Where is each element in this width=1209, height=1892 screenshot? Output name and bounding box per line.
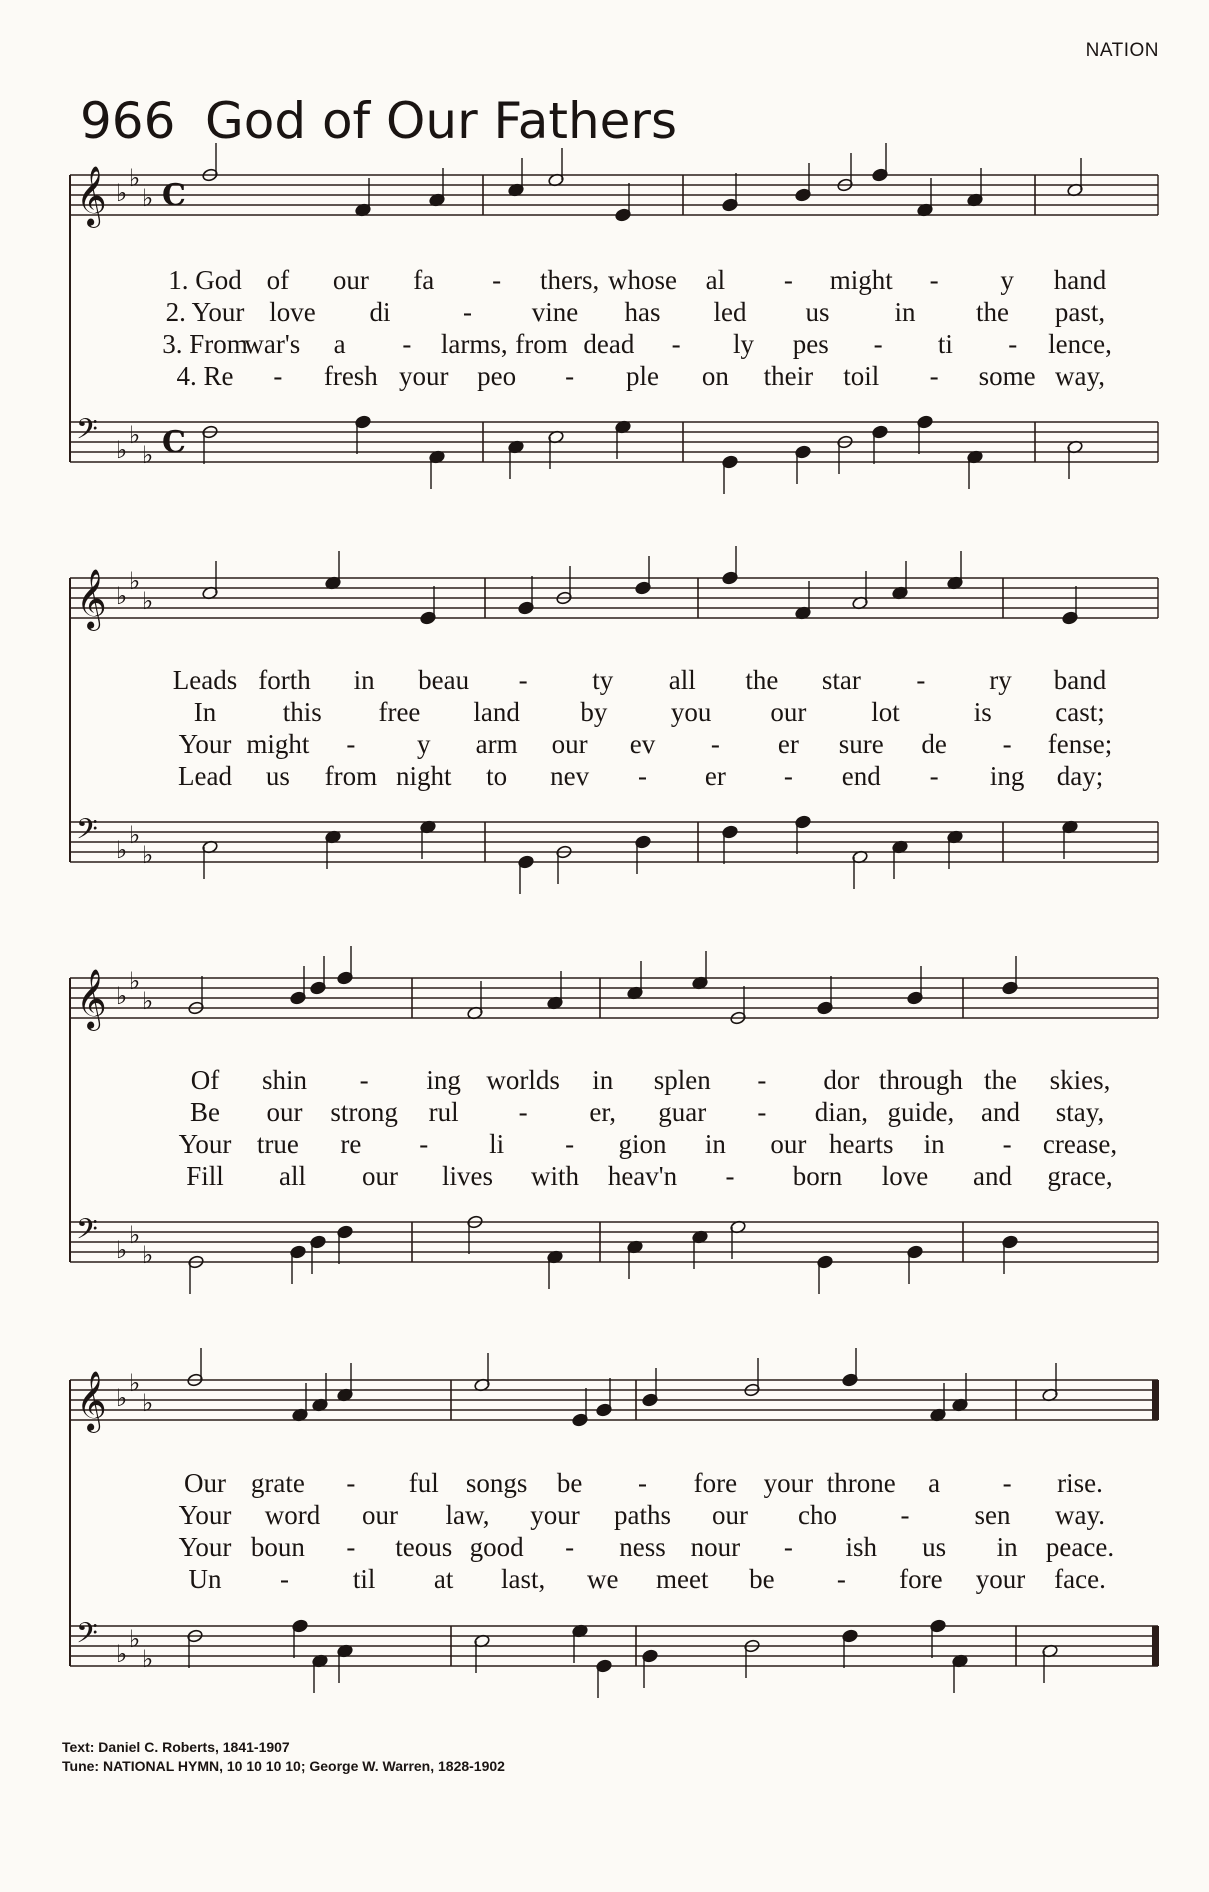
tune-credit: Tune: NATIONAL HYMN, 10 10 10 10; George W. Warren, 1828-1902 bbox=[62, 1758, 505, 1774]
lyric-syllable: ev bbox=[629, 729, 656, 759]
flat-icon: ♭ bbox=[142, 841, 154, 869]
lyric-syllable: our bbox=[362, 1500, 398, 1530]
lyric-syllable: this bbox=[282, 697, 322, 727]
verse-4-lyric-line bbox=[0, 361, 1209, 393]
flat-icon: ♭ bbox=[129, 1221, 141, 1249]
lyric-syllable: - bbox=[725, 1161, 735, 1191]
final-barline bbox=[1152, 1380, 1157, 1420]
lyric-syllable: larms, bbox=[440, 329, 508, 359]
lyric-syllable: Fill bbox=[186, 1161, 224, 1191]
flat-icon: ♭ bbox=[142, 441, 154, 469]
lyric-syllable: guar bbox=[658, 1097, 707, 1127]
lyric-syllable: from bbox=[515, 329, 568, 359]
lyric-syllable: hand bbox=[1053, 265, 1107, 295]
lyric-syllable: in bbox=[923, 1129, 945, 1159]
lyric-syllable: Leads bbox=[172, 665, 238, 695]
lyric-syllable: pes bbox=[792, 329, 829, 359]
lyric-syllable: us bbox=[805, 297, 830, 327]
lyric-syllable: ple bbox=[626, 361, 659, 391]
lyric-syllable: peace. bbox=[1045, 1532, 1115, 1562]
lyric-syllable: - bbox=[492, 265, 502, 295]
lyric-syllable: - bbox=[273, 361, 283, 391]
lyric-syllable: In bbox=[193, 697, 217, 727]
lyric-syllable: stay, bbox=[1055, 1097, 1105, 1127]
lyric-syllable: - bbox=[710, 729, 720, 759]
lyric-syllable: good bbox=[469, 1532, 524, 1562]
lyric-syllable: love bbox=[881, 1161, 929, 1191]
flat-icon: ♭ bbox=[129, 1369, 141, 1397]
flat-icon: ♭ bbox=[116, 836, 128, 864]
lyric-syllable: worlds bbox=[486, 1065, 560, 1095]
lyric-syllable: - bbox=[565, 361, 575, 391]
treble-clef-icon: 𝄞 bbox=[76, 969, 107, 1029]
lyric-syllable: whose bbox=[608, 265, 677, 295]
lyric-syllable: skies, bbox=[1049, 1065, 1111, 1095]
lyric-syllable: land bbox=[473, 697, 520, 727]
lyric-syllable: - bbox=[783, 761, 793, 791]
lyric-syllable: guide, bbox=[887, 1097, 955, 1127]
flat-icon: ♭ bbox=[116, 1640, 128, 1668]
lyric-syllable: day; bbox=[1056, 761, 1104, 791]
verse-1-lyric-line bbox=[0, 1468, 1209, 1500]
lyric-syllable: end bbox=[841, 761, 881, 791]
bass-staff bbox=[70, 1213, 1158, 1294]
lyric-syllable: Of bbox=[190, 1065, 220, 1095]
bass-clef-icon: 𝄢 bbox=[76, 1617, 98, 1657]
verse-3-lyric-line bbox=[0, 1129, 1209, 1161]
lyric-syllable: er bbox=[704, 761, 726, 791]
flat-icon: ♭ bbox=[116, 582, 128, 610]
lyric-syllable: forth bbox=[258, 665, 311, 695]
treble-staff bbox=[70, 1348, 1158, 1433]
lyric-syllable: - bbox=[359, 1065, 369, 1095]
lyric-syllable: paths bbox=[614, 1500, 671, 1530]
lyric-syllable: in bbox=[894, 297, 916, 327]
bass-clef-icon: 𝄢 bbox=[76, 1213, 98, 1253]
lyric-syllable: re bbox=[340, 1129, 362, 1159]
lyric-syllable: Your bbox=[178, 1532, 232, 1562]
verse-2-lyric-line bbox=[0, 1097, 1209, 1129]
lyric-syllable: at bbox=[433, 1564, 454, 1594]
lyric-syllable: dian, bbox=[814, 1097, 868, 1127]
treble-clef-icon: 𝄞 bbox=[76, 1371, 107, 1431]
flat-icon: ♭ bbox=[116, 982, 128, 1010]
lyric-syllable: cho bbox=[798, 1500, 837, 1530]
lyric-syllable: arm bbox=[475, 729, 518, 759]
lyric-syllable: - bbox=[463, 297, 472, 327]
lyric-syllable: might bbox=[246, 729, 310, 759]
lyric-syllable: ful bbox=[408, 1468, 439, 1498]
lyric-syllable: love bbox=[269, 297, 316, 327]
flat-icon: ♭ bbox=[116, 1384, 128, 1412]
lyric-syllable: your bbox=[763, 1468, 814, 1498]
lyric-syllable: vine bbox=[531, 297, 579, 327]
lyric-syllable: nour bbox=[690, 1532, 741, 1562]
lyric-syllable: to bbox=[486, 761, 508, 791]
lyric-syllable: throne bbox=[826, 1468, 896, 1498]
lyric-syllable: dead bbox=[583, 329, 635, 359]
lyric-syllable: - bbox=[916, 665, 926, 695]
flat-icon: ♭ bbox=[116, 436, 128, 464]
lyric-syllable: our bbox=[266, 1097, 303, 1127]
lyric-syllable: boun bbox=[250, 1532, 305, 1562]
bass-clef-icon: 𝄢 bbox=[76, 413, 98, 453]
flat-icon: ♭ bbox=[142, 184, 154, 212]
common-time-icon: C bbox=[162, 425, 186, 460]
lyric-syllable: strong bbox=[330, 1097, 398, 1127]
lyric-syllable: fa bbox=[413, 265, 435, 295]
lyric-syllable: free bbox=[378, 697, 421, 727]
lyric-syllable: of bbox=[266, 265, 290, 295]
lyric-syllable: - bbox=[419, 1129, 429, 1159]
lyric-syllable: - bbox=[873, 329, 883, 359]
lyric-syllable: songs bbox=[465, 1468, 528, 1498]
flat-icon: ♭ bbox=[129, 421, 141, 449]
lyric-syllable: us bbox=[922, 1532, 947, 1562]
lyric-syllable: - bbox=[671, 329, 681, 359]
treble-staff bbox=[70, 546, 1158, 631]
lyric-syllable: and bbox=[980, 1097, 1020, 1127]
lyric-syllable: - bbox=[1002, 729, 1012, 759]
lyric-syllable: cast; bbox=[1055, 697, 1105, 727]
lyric-syllable: our bbox=[362, 1161, 398, 1191]
lyric-syllable: is bbox=[973, 697, 992, 727]
lyric-syllable: ing bbox=[426, 1065, 461, 1095]
lyric-syllable: ry bbox=[989, 665, 1012, 695]
lyric-syllable: Un bbox=[188, 1564, 222, 1594]
lyric-syllable: sen bbox=[974, 1500, 1011, 1530]
lyric-syllable: our bbox=[712, 1500, 748, 1530]
lyric-syllable: - bbox=[518, 1097, 528, 1127]
lyric-syllable: on bbox=[701, 361, 729, 391]
lyric-syllable: night bbox=[395, 761, 452, 791]
bass-staff bbox=[70, 1617, 1158, 1698]
lyric-syllable: ty bbox=[592, 665, 614, 695]
lyric-syllable: born bbox=[792, 1161, 843, 1191]
treble-clef-icon: 𝄞 bbox=[76, 569, 107, 629]
lyric-syllable: heav'n bbox=[607, 1161, 678, 1191]
treble-clef-icon: 𝄞 bbox=[76, 166, 107, 226]
flat-icon: ♭ bbox=[129, 567, 141, 595]
lyric-syllable: the bbox=[745, 665, 779, 695]
lyric-syllable: - bbox=[518, 665, 528, 695]
lyric-syllable: our bbox=[770, 697, 807, 727]
lyric-syllable: Your bbox=[178, 729, 232, 759]
lyric-syllable: ti bbox=[937, 329, 953, 359]
flat-icon: ♭ bbox=[129, 821, 141, 849]
tune-name-label: NATION bbox=[1085, 40, 1159, 61]
verse-3-lyric-line bbox=[0, 1532, 1209, 1564]
flat-icon: ♭ bbox=[129, 967, 141, 995]
treble-staff bbox=[70, 946, 1158, 1031]
lyric-syllable: - bbox=[638, 1468, 647, 1498]
lyric-syllable: shin bbox=[262, 1065, 308, 1095]
lyric-syllable: and bbox=[973, 1161, 1012, 1191]
lyric-syllable: lot bbox=[871, 697, 900, 727]
lyric-syllable: lives bbox=[442, 1161, 493, 1191]
lyric-syllable: last, bbox=[501, 1564, 546, 1594]
lyric-syllable: li bbox=[489, 1129, 505, 1159]
lyric-syllable: all bbox=[279, 1161, 306, 1191]
credits bbox=[62, 1738, 505, 1776]
lyric-syllable: by bbox=[580, 697, 608, 727]
flat-icon: ♭ bbox=[142, 587, 154, 615]
verse-4-lyric-line bbox=[0, 1564, 1209, 1596]
lyric-syllable: your bbox=[530, 1500, 580, 1530]
lyric-syllable: might bbox=[829, 265, 893, 295]
lyric-syllable: past, bbox=[1054, 297, 1106, 327]
lyric-syllable: ly bbox=[732, 329, 754, 359]
lyric-syllable: - bbox=[929, 265, 939, 295]
lyric-syllable: peo bbox=[477, 361, 517, 391]
lyric-syllable: - bbox=[757, 1065, 767, 1095]
lyric-syllable: - bbox=[402, 329, 412, 359]
text-credit: Text: Daniel C. Roberts, 1841-1907 bbox=[62, 1739, 290, 1755]
verse-1-lyric-line bbox=[0, 665, 1209, 697]
lyric-syllable: your bbox=[399, 361, 449, 391]
lyric-syllable: we bbox=[586, 1564, 619, 1594]
lyric-syllable: grate bbox=[250, 1468, 305, 1498]
lyric-syllable: ing bbox=[989, 761, 1025, 791]
verse-1-lyric-line bbox=[0, 1065, 1209, 1097]
lyric-syllable: - bbox=[900, 1500, 910, 1530]
lyric-syllable: has bbox=[624, 297, 661, 327]
lyric-syllable: y bbox=[1000, 265, 1014, 295]
lyric-syllable: the bbox=[976, 297, 1009, 327]
lyric-syllable: - bbox=[1002, 1129, 1012, 1159]
treble-staff bbox=[70, 143, 1158, 228]
lyric-syllable: be bbox=[749, 1564, 775, 1594]
hymn-title: God of Our Fathers bbox=[205, 92, 678, 150]
flat-icon: ♭ bbox=[116, 1236, 128, 1264]
lyric-syllable: with bbox=[530, 1161, 580, 1191]
lyric-syllable: war's bbox=[244, 329, 301, 359]
lyric-syllable: led bbox=[713, 297, 747, 327]
lyric-syllable: beau bbox=[418, 665, 470, 695]
lyric-syllable: er, bbox=[589, 1097, 617, 1127]
lyric-syllable: our bbox=[332, 265, 369, 295]
verse-2-lyric-line bbox=[0, 1500, 1209, 1532]
bass-clef-icon: 𝄢 bbox=[76, 813, 98, 853]
lyric-syllable: 2. Your bbox=[165, 297, 245, 327]
flat-icon: ♭ bbox=[129, 164, 141, 192]
lyric-syllable: - bbox=[929, 761, 939, 791]
lyric-syllable: er bbox=[777, 729, 799, 759]
lyric-syllable: Your bbox=[178, 1129, 232, 1159]
common-time-icon: C bbox=[162, 178, 186, 213]
lyric-syllable: Your bbox=[178, 1500, 232, 1530]
lyric-syllable: al bbox=[705, 265, 726, 295]
flat-icon: ♭ bbox=[142, 987, 154, 1015]
lyric-syllable: fense; bbox=[1047, 729, 1113, 759]
lyric-syllable: fore bbox=[899, 1564, 943, 1594]
lyric-syllable: in bbox=[996, 1532, 1018, 1562]
lyric-syllable: nev bbox=[550, 761, 590, 791]
lyric-syllable: de bbox=[921, 729, 947, 759]
lyric-syllable: their bbox=[763, 361, 814, 391]
lyric-syllable: true bbox=[256, 1129, 299, 1159]
verse-4-lyric-line bbox=[0, 761, 1209, 793]
lyric-syllable: ness bbox=[619, 1532, 666, 1562]
lyric-syllable: - bbox=[757, 1097, 767, 1127]
lyric-syllable: teous bbox=[395, 1532, 453, 1562]
lyric-syllable: band bbox=[1053, 665, 1107, 695]
lyric-syllable: through bbox=[878, 1065, 963, 1095]
lyric-syllable: thers, bbox=[539, 265, 600, 295]
lyric-syllable: rise. bbox=[1057, 1468, 1103, 1498]
lyric-syllable: - bbox=[565, 1129, 575, 1159]
lyric-syllable: 3. From bbox=[162, 329, 248, 359]
flat-icon: ♭ bbox=[142, 1241, 154, 1269]
lyric-syllable: in bbox=[592, 1065, 614, 1095]
lyric-syllable: hearts bbox=[829, 1129, 894, 1159]
lyric-syllable: in bbox=[353, 665, 375, 695]
flat-icon: ♭ bbox=[142, 1389, 154, 1417]
lyric-syllable: fore bbox=[693, 1468, 738, 1498]
lyric-syllable: - bbox=[346, 1532, 356, 1562]
lyric-syllable: from bbox=[324, 761, 378, 791]
verse-3-lyric-line bbox=[0, 329, 1209, 361]
bass-staff bbox=[70, 813, 1158, 894]
verse-1-lyric-line bbox=[0, 265, 1209, 297]
lyric-syllable: crease, bbox=[1042, 1129, 1118, 1159]
lyric-syllable: lence, bbox=[1048, 329, 1112, 359]
verse-2-lyric-line bbox=[0, 297, 1209, 329]
lyric-syllable: Be bbox=[190, 1097, 220, 1127]
flat-icon: ♭ bbox=[129, 1625, 141, 1653]
lyric-syllable: - bbox=[280, 1564, 290, 1594]
lyric-syllable: in bbox=[704, 1129, 726, 1159]
flat-icon: ♭ bbox=[116, 179, 128, 207]
lyric-syllable: a bbox=[333, 329, 346, 359]
lyric-syllable: fresh bbox=[323, 361, 378, 391]
lyric-syllable: dor bbox=[823, 1065, 860, 1095]
lyric-syllable: face. bbox=[1054, 1564, 1106, 1594]
lyric-syllable: 4. Re bbox=[176, 361, 234, 391]
lyric-syllable: sure bbox=[838, 729, 884, 759]
lyric-syllable: Lead bbox=[178, 761, 232, 791]
verse-4-lyric-line bbox=[0, 1161, 1209, 1193]
lyric-syllable: y bbox=[417, 729, 431, 759]
lyric-syllable: star bbox=[821, 665, 861, 695]
lyric-syllable: all bbox=[668, 665, 696, 695]
lyric-syllable: be bbox=[556, 1468, 583, 1498]
lyric-syllable: our bbox=[770, 1129, 807, 1159]
lyric-syllable: ish bbox=[845, 1532, 878, 1562]
lyric-syllable: our bbox=[551, 729, 588, 759]
lyric-syllable: word bbox=[264, 1500, 321, 1530]
lyric-syllable: the bbox=[983, 1065, 1017, 1095]
flat-icon: ♭ bbox=[142, 1645, 154, 1673]
lyric-syllable: rul bbox=[428, 1097, 459, 1127]
lyric-syllable: - bbox=[1002, 1468, 1012, 1498]
lyric-syllable: way, bbox=[1055, 361, 1105, 391]
lyric-syllable: toil bbox=[843, 361, 880, 391]
lyric-syllable: your bbox=[975, 1564, 1026, 1594]
lyric-syllable: - bbox=[346, 1468, 356, 1498]
lyric-syllable: di bbox=[369, 297, 391, 327]
lyric-syllable: - bbox=[836, 1564, 846, 1594]
lyric-syllable: - bbox=[638, 761, 647, 791]
verse-2-lyric-line bbox=[0, 697, 1209, 729]
lyric-syllable: way. bbox=[1055, 1500, 1105, 1530]
lyric-syllable: - bbox=[783, 265, 793, 295]
lyric-syllable: - bbox=[1008, 329, 1018, 359]
final-barline bbox=[1152, 1626, 1157, 1666]
lyric-syllable: gion bbox=[618, 1129, 667, 1159]
lyric-syllable: - bbox=[929, 361, 939, 391]
lyric-syllable: - bbox=[565, 1532, 575, 1562]
lyric-syllable: you bbox=[670, 697, 712, 727]
lyric-syllable: meet bbox=[656, 1564, 709, 1594]
bass-staff bbox=[70, 413, 1158, 494]
lyric-syllable: splen bbox=[653, 1065, 711, 1095]
lyric-syllable: - bbox=[346, 729, 356, 759]
lyric-syllable: - bbox=[783, 1532, 793, 1562]
lyric-syllable: til bbox=[352, 1564, 376, 1594]
verse-3-lyric-line bbox=[0, 729, 1209, 761]
lyric-syllable: Our bbox=[184, 1468, 226, 1498]
lyric-syllable: us bbox=[265, 761, 290, 791]
lyric-syllable: law, bbox=[445, 1500, 490, 1530]
lyric-syllable: some bbox=[978, 361, 1036, 391]
lyric-syllable: 1. God bbox=[168, 265, 242, 295]
lyric-syllable: a bbox=[928, 1468, 941, 1498]
hymn-number: 966 bbox=[80, 92, 176, 150]
lyric-syllable: grace, bbox=[1047, 1161, 1113, 1191]
